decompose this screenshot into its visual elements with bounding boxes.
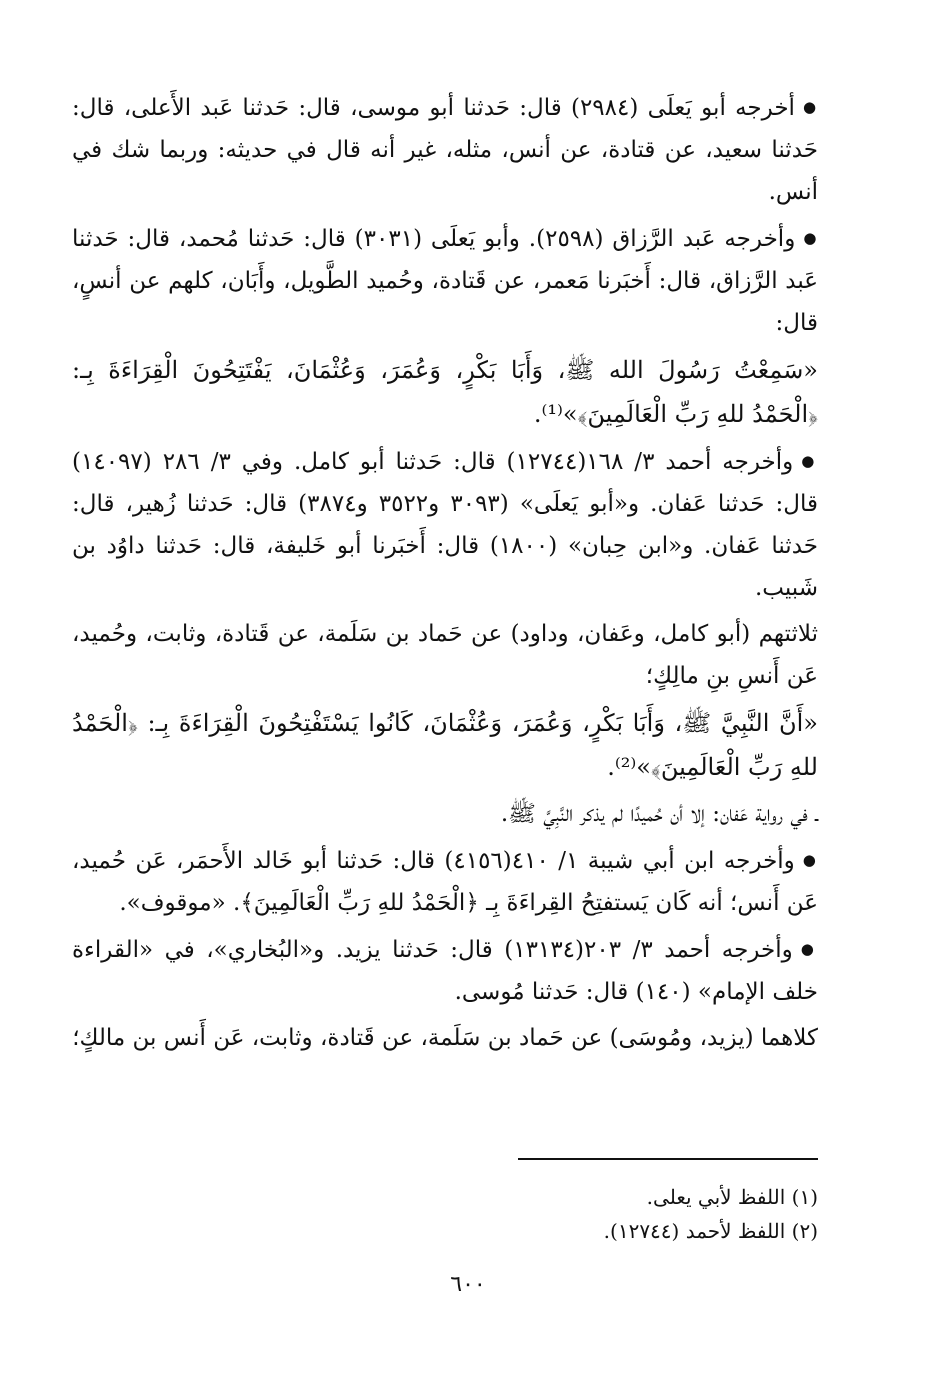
- paragraph-chain-three: ثلاثتهم (أبو كامل، وعَفان، وداود) عن حَماد بن سَلَمة، عن قَتادة، وثابت، وحُميد، عَن أَنسِ بنِ مالِكٍ؛: [72, 621, 818, 689]
- paragraph-ahmad-bukhari-takhrij: ● وأخرجه أحمد ٣/ ٢٠٣(١٣١٣٤) قال: حَدثنا يزيد. و«البُخاري»، في «القراءة خلف الإمام» (١٤٠) قال: حَدثنا مُوسى.: [72, 928, 818, 1013]
- footnote-divider: [518, 1158, 818, 1160]
- paragraph-abu-yala-takhrij: ● أخرجه أبو يَعلَى (٢٩٨٤) قال: حَدثنا أبو موسى، قال: حَدثنا عَبد الأَعلى، قال: حَدثنا سعيد، عن قتادة، عن أنس، مثله، غير أنه قال في حديثه: وربما شك في أنس.: [72, 86, 818, 213]
- paragraph-chain-two: كلاهما (يزيد، ومُوسَى) عن حَماد بن سَلَمة، عن قَتادة، وثابت، عَن أَنس بن مالكٍ؛: [72, 1025, 818, 1051]
- footnotes: [118, 1180, 818, 1248]
- hadith-text-1: «سَمِعْتُ رَسُولَ الله ﷺ، وَأَبَا بَكْرٍ، وَعُمَرَ، وَعُثْمَانَ، يَفْتَتِحُونَ الْقِرَاءَةَ بِـ: ﴿الْحَمْدُ للهِ رَبِّ الْعَالَمِينَ﴾»⁽¹⁾.: [72, 356, 818, 428]
- hadith-text-2: «أَنَّ النَّبِيَّ ﷺ، وَأَبَا بَكْرٍ، وَعُمَرَ، وَعُثْمَانَ، كَانُوا يَسْتَفْتِحُونَ الْقِرَاءَةَ بِـ: ﴿الْحَمْدُ للهِ رَبِّ الْعَالَمِينَ﴾»⁽²⁾.: [72, 709, 818, 781]
- footnote-1: (١) اللفظ لأبي يعلى.: [646, 1185, 818, 1209]
- paragraph-abdurrazzaq-takhrij: ● وأخرجه عَبد الرَّزاق (٢٥٩٨). وأبو يَعلَى (٣٠٣١) قال: حَدثنا مُحمد، قال: حَدثنا عَبد الرَّزاق، قال: أَخبَرنا مَعمر، عن قَتادة، وحُميد الطَّويل، وأَبَان، كلهم عن أنسٍ، قال:: [72, 217, 818, 344]
- footnote-2: (٢) اللفظ لأحمد (١٢٧٤٤).: [603, 1219, 818, 1243]
- paragraph-ahmad-takhrij: ● وأخرجه أحمد ٣/ ١٦٨(١٢٧٤٤) قال: حَدثنا أبو كامل. وفي ٣/ ٢٨٦ (١٤٠٩٧) قال: حَدثنا عَفان. و«أبو يَعلَى» (٣٠٩٣ و٣٥٢٢ و٣٨٧٤) قال: حَدثنا زُهير، قال: حَدثنا عَفان. و«ابن حِبان» (١٨٠٠) قال: أَخبَرنا أبو خَليفة، قال: حَدثنا داوُد بن شَبيب.: [72, 440, 818, 609]
- page-number: ٦٠٠: [450, 1272, 486, 1297]
- page-body: [72, 86, 818, 1063]
- paragraph-ibn-abi-shayba-takhrij: ● وأخرجه ابن أبي شيبة ١/ ٤١٠(٤١٥٦) قال: حَدثنا أبو خَالد الأَحمَر، عَن حُميد، عَن أَنس؛ أنه كَان يَستفتِحُ القِراءَةَ بِـ ﴿الْحَمْدُ للهِ رَبِّ الْعَالَمِينَ﴾. «موقوف».: [72, 839, 818, 924]
- paragraph-affan-note: ـ في رواية عَفان: إلا أن حُميدًا لم يذكر النَّبِيَّ ﷺ.: [500, 801, 818, 827]
